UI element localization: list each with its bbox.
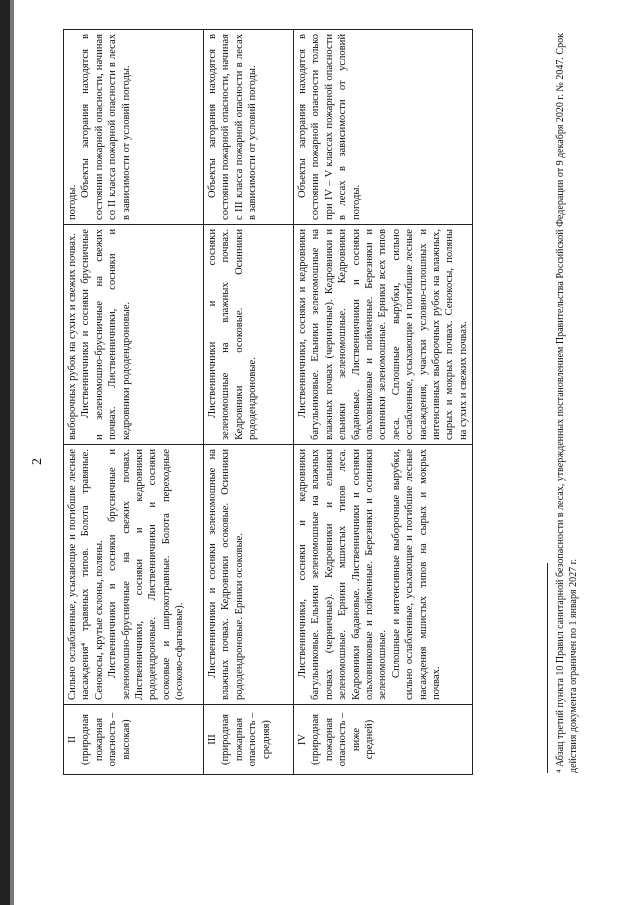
class-cell-iii: III (природная пожарная опасность – средняя) (204, 705, 294, 775)
cell-conditions-ii (64, 30, 204, 225)
cell-paragraph: Лиственничники и сосняки брусничные и зеленомошно-брусничные на свежих почвах. Лиственничники, сосняки и кедровники рододендроновые. Лиственничники и сосняки осоковые и широкотравные. Болота переходные (осоково-сфагновые). (107, 449, 186, 700)
cell-paragraph: Лиственничники, сосняки и кедровники багульниковые. Ельники зеленомошные на влажных почвах (черничные). Кедровники и ельники зеленомошные. Ерники мшистых типов леса. Кедровники бадановые. Лиственничники и сосняки ольховниковые и пойменные. Березняки и осинники зеленомошные. (297, 449, 389, 700)
cell-paragraph: Лиственничники и сосняки зеленомошные на влажных почвах. Кедровники осоковые. Осинники рододендроновые. Ерники осоковые. (207, 449, 245, 700)
page-number: 2 (30, 458, 45, 465)
class-cell-ii: II (природная пожарная опасность – высокая) (64, 705, 204, 775)
cell-paragraph: погоды. (67, 184, 78, 220)
cell-paragraph: Объекты загорания находятся в состоянии пожарной опасности, начиная с III класса пожарной опасности в лесах в зависимости от условий погоды. (207, 34, 259, 220)
cell-paragraph: Сплошные и интенсивные выборочные вырубки, сильно ослабленные, усыхающие и погибшие лесные насаждения мшистых типов на сырых и мокрых почвах. (390, 449, 443, 700)
footnote-separator (547, 563, 548, 773)
cell-paragraph: Объекты загорания находятся в состоянии пожарной опасности только при IV – V классах пожарной опасности в лесах в зависимости от условий погоды. (297, 34, 362, 220)
table-row-class-ii (64, 30, 204, 775)
cell-plantations-ii (64, 225, 204, 445)
table-row-class-iv (294, 30, 473, 775)
footnote: ⁴ Абзац третий пункта 10 Правил санитарной безопасности в лесах, утвержденных постановлением Правительства Российской Федерации от 9 декабря 2020 г. № 2047. Срок действия документа ограничен по 1 января 2027 г. (555, 33, 579, 773)
cell-paragraph: выборочных рубок на сухих и свежих почвах. (67, 233, 78, 440)
cell-paragraph: Сильно ослабленные, усыхающие и погибшие лесные насаждения⁴ травяных типов. Болота травяные. Сенокосы, крутые склоны, поляны. (67, 449, 105, 700)
cell-paragraph: Лиственничники и сосняки брусничные и зеленомошно-брусничные на свежих почвах. Лиственничники, сосняки и кедровники рододендроновые. (80, 229, 132, 440)
cell-forest-types-iii (204, 445, 294, 705)
cell-conditions-iv (294, 30, 473, 225)
cell-forest-types-ii (64, 445, 204, 705)
cell-paragraph: Лиственничники, сосняки и кедровники багульниковые. Ельники зеленомошные на влажных почвах (черничные). Кедровники и ельники зеленомошные. Кедровники бадановые. Лиственничники и сосняки ольховниковые и пойменные. Березняки и осинники зеленомошные. Ерники всех типов леса. Сплошные вырубки, сильно ослабленные, усыхающие и погибшие лесные насаждения, участки условно-сплошных и интенсивных выборочных рубок на влажных, сырых и мокрых почвах. Сенокосы, поляны на сухих и свежих почвах. (297, 229, 469, 440)
fire-danger-table (63, 29, 473, 775)
cell-conditions-iii (204, 30, 294, 225)
class-cell-iv: IV (природная пожарная опасность – ниже средней) (294, 705, 473, 775)
cell-plantations-iv (294, 225, 473, 445)
table-row-class-iii (204, 30, 294, 775)
cell-plantations-iii (204, 225, 294, 445)
cell-paragraph: Лиственничники и сосняки зеленомошные на влажных почвах. Кедровники осоковые. Осинники рододендроновые. (207, 229, 259, 440)
cell-forest-types-iv (294, 445, 473, 705)
cell-paragraph: Объекты загорания находятся в состоянии пожарной опасности, начиная со II класса пожарной опасности в лесах в зависимости от условий погоды. (80, 34, 132, 220)
